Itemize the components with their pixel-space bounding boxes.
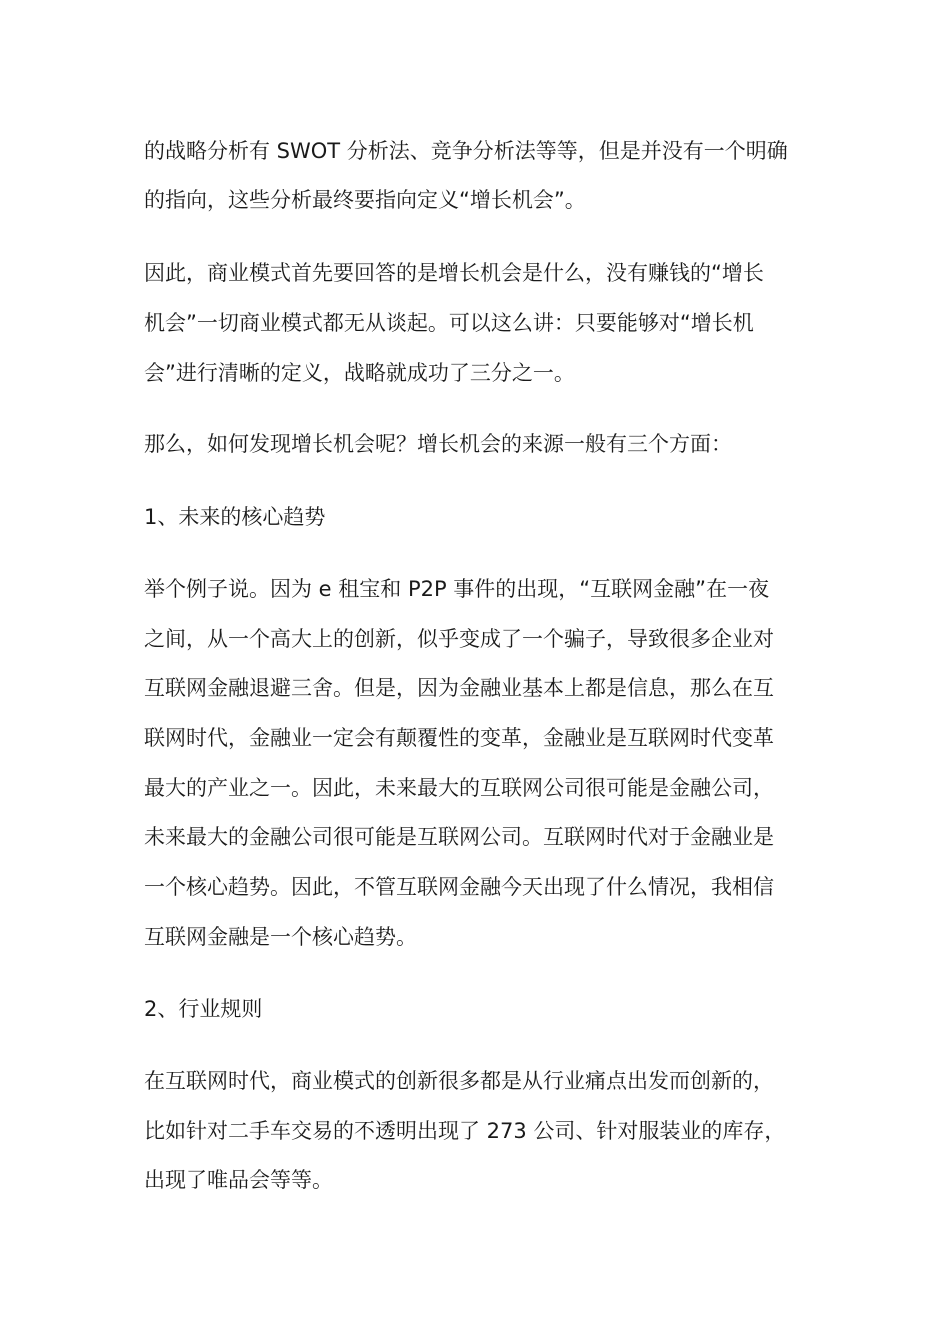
paragraph-line: 会”进行清晰的定义，战略就成功了三分之一。: [144, 361, 575, 385]
paragraph-line: 的指向，这些分析最终要指向定义“增长机会”。: [144, 188, 586, 212]
paragraph-line: 联网时代，金融业一定会有颠覆性的变革，金融业是互联网时代变革: [144, 726, 774, 750]
paragraph-line: 因此，商业模式首先要回答的是增长机会是什么，没有赚钱的“增长: [144, 261, 764, 285]
paragraph-line: 之间，从一个高大上的创新，似乎变成了一个骗子，导致很多企业对: [144, 627, 774, 651]
paragraph-line: 一个核心趋势。因此，不管互联网金融今天出现了什么情况，我相信: [144, 875, 774, 899]
paragraph-line: 互联网金融退避三舍。但是，因为金融业基本上都是信息，那么在互: [144, 676, 774, 700]
paragraph-line: 出现了唯品会等等。: [144, 1168, 333, 1192]
section-heading: 2、行业规则: [144, 997, 263, 1021]
paragraph-line: 互联网金融是一个核心趋势。: [144, 925, 417, 949]
paragraph-line: 机会”一切商业模式都无从谈起。可以这么讲：只要能够对“增长机: [144, 311, 754, 335]
paragraph-line: 未来最大的金融公司很可能是互联网公司。互联网时代对于金融业是: [144, 825, 774, 849]
paragraph-line: 那么，如何发现增长机会呢？增长机会的来源一般有三个方面：: [144, 432, 732, 456]
section-heading: 1、未来的核心趋势: [144, 505, 326, 529]
paragraph-line: 比如针对二手车交易的不透明出现了 273 公司、针对服装业的库存，: [144, 1119, 786, 1143]
paragraph-line: 最大的产业之一。因此，未来最大的互联网公司很可能是金融公司，: [144, 776, 774, 800]
paragraph-line: 的战略分析有 SWOT 分析法、竞争分析法等等，但是并没有一个明确: [144, 139, 788, 163]
paragraph-line: 举个例子说。因为 e 租宝和 P2P 事件的出现，“互联网金融”在一夜: [144, 577, 770, 601]
paragraph-line: 在互联网时代，商业模式的创新很多都是从行业痛点出发而创新的，: [144, 1069, 774, 1093]
